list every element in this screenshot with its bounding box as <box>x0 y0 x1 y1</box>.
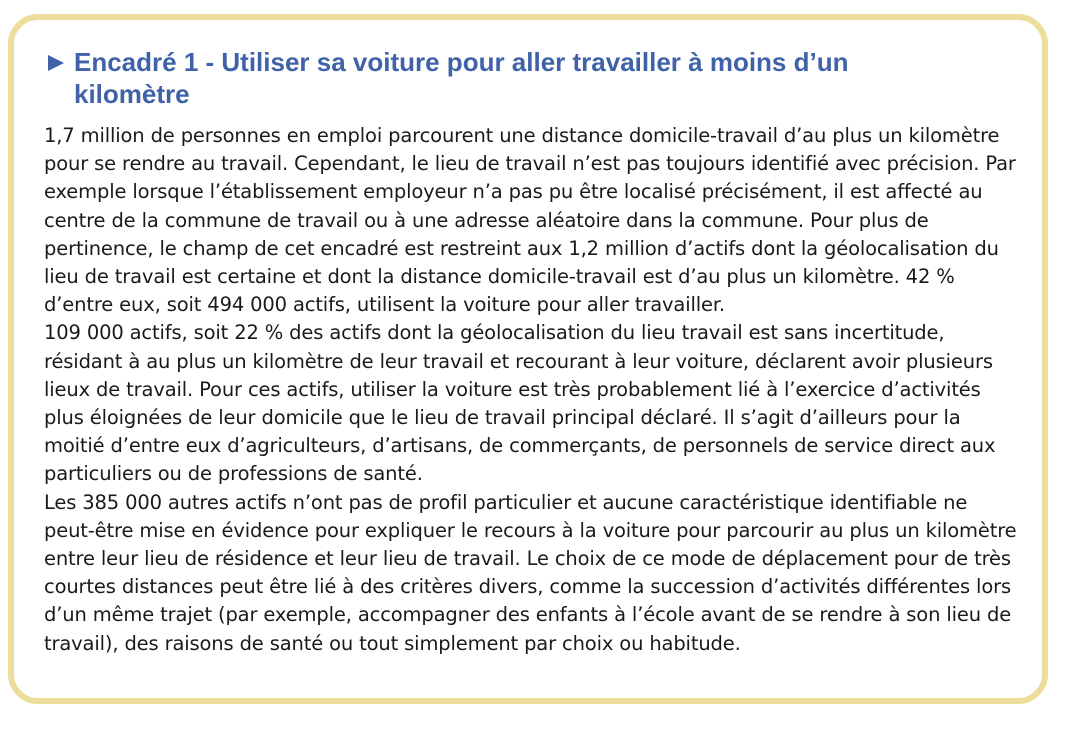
paragraph-3: Les 385 000 autres actifs n’ont pas de profil particulier et aucune caractéristique identifiable ne peut-être mise en évidence pour expliquer le recours à la voiture pour parcourir au plus un kilomètre entre leur lieu de résidence et leur lieu de travail. Le choix de ce mode de déplacement pour de très courtes distances peut être lié à des critères divers, comme la succession d’activités différentes lors d’un même trajet (par exemple, accompagner des enfants à l’école avant de se rendre à son lieu de travail), des raisons de santé ou tout simplement par choix ou habitude. <box>44 490 1017 655</box>
encadre-header <box>44 46 1018 110</box>
paragraph-2: 109 000 actifs, soit 22 % des actifs dont la géolocalisation du lieu travail est sans incertitude, résidant à au plus un kilomètre de leur travail et recourant à leur voiture, déclarent avoir plusieurs lieux de travail. Pour ces actifs, utiliser la voiture est très probablement lié à l’exercice d’activités plus éloignées de leur domicile que le lieu de travail principal déclaré. Il s’agit d’ailleurs pour la moitié d’entre eux d’agriculteurs, d’artisans, de commerçants, de personnels de service direct aux particuliers ou de professions de santé. <box>44 321 996 486</box>
encadre-body <box>44 122 1018 658</box>
encadre-title: Encadré 1 - Utiliser sa voiture pour aller travailler à moins d’un kilomètre <box>74 47 849 109</box>
paragraph-1: 1,7 million de personnes en emploi parcourent une distance domicile-travail d’au plus un kilomètre pour se rendre au travail. Cependant, le lieu de travail n’est pas toujours identifié avec précision. Par exemple lorsque l’établissement employeur n’a pas pu être localisé précisément, il est affecté au centre de la commune de travail ou à une adresse aléatoire dans la commune. Pour plus de pertinence, le champ de cet encadré est restreint aux 1,2 million d’actifs dont la géolocalisation du lieu de travail est certaine et dont la distance domicile-travail est d’au plus un kilomètre. 42 % d’entre eux, soit 494 000 actifs, utilisent la voiture pour aller travailler. <box>44 124 1016 317</box>
encadre-box <box>8 14 1048 704</box>
arrow-right-icon <box>48 55 64 71</box>
